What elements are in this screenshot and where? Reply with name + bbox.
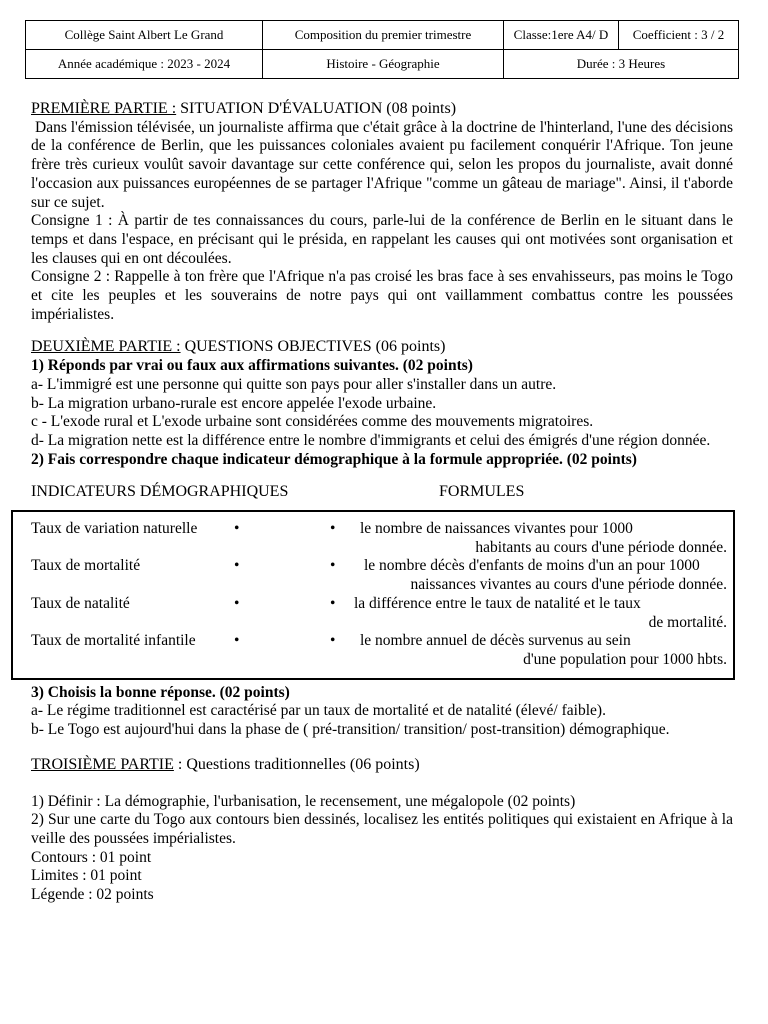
indicator-label: Taux de mortalité	[31, 557, 141, 575]
matching-row	[31, 520, 727, 557]
matching-box	[11, 510, 735, 680]
exam-title: Composition du premier trimestre	[262, 21, 503, 50]
matching-row	[31, 557, 727, 594]
part2-question-3: 3) Choisis la bonne réponse. (02 points)	[31, 683, 290, 701]
part2-question-1: 1) Réponds par vrai ou faux aux affirmations suivantes. (02 points)	[31, 357, 473, 375]
scoring-legend: Légende : 02 points	[31, 886, 154, 904]
left-bullet: •	[234, 520, 240, 538]
scoring-contours: Contours : 01 point	[31, 848, 152, 866]
q3-item-b: b- Le Togo est aujourd'hui dans la phase de ( pré-transition/ transition/ post-transition) démographique.	[31, 721, 670, 739]
left-bullet: •	[234, 632, 240, 650]
matching-row	[31, 595, 727, 632]
indicator-label: Taux de variation naturelle	[31, 520, 198, 538]
part1-consigne-2: Consigne 2 : Rappelle à ton frère que l'Afrique n'a pas croisé les bras face à ses envahisseurs, pas moins le Togo et cite les peuples et les souverains de notre pays qui ont vaillamment combattus contre les poussées impérialistes.	[31, 268, 733, 323]
right-bullet: •	[330, 520, 336, 538]
scoring-limits: Limites : 01 point	[31, 867, 142, 885]
school-name: Collège Saint Albert Le Grand	[26, 21, 263, 50]
matching-column-headers	[31, 483, 733, 502]
formula-text: le nombre annuel de décès survenus au sein d'une population pour 1000 hbts.	[360, 632, 727, 668]
indicators-header: INDICATEURS DÉMOGRAPHIQUES	[31, 483, 289, 501]
q1-item-d: d- La migration nette est la différence entre le nombre d'immigrants et celui des émigrés d'une région donnée.	[31, 431, 711, 449]
part1-consigne-1: Consigne 1 : À partir de tes connaissances du cours, parle-lui de la conférence de Berlin en le situant dans le temps et dans l'espace, en précisant qui le présida, en rappelant les causes qui ont motivées sont organisation et les clauses qui en ont découlées.	[31, 212, 733, 267]
part3-heading: TROISIÈME PARTIE : Questions traditionnelles (06 points)	[31, 755, 420, 773]
class-label: Classe:1ere A4/ D	[504, 21, 619, 50]
formulas-header: FORMULES	[439, 483, 525, 501]
left-bullet: •	[234, 594, 240, 612]
coefficient-label: Coefficient : 3 / 2	[618, 21, 738, 50]
part2-question-2: 2) Fais correspondre chaque indicateur démographique à la formule appropriée. (02 points)	[31, 450, 637, 468]
right-bullet: •	[330, 557, 336, 575]
q1-item-b: b- La migration urbano-rurale est encore appelée l'exode urbaine.	[31, 394, 437, 412]
q3-item-a: a- Le régime traditionnel est caractérisé par un taux de mortalité et de natalité (élevé/ faible).	[31, 702, 606, 720]
subject-label: Histoire - Géographie	[262, 50, 503, 79]
q1-item-a: a- L'immigré est une personne qui quitte son pays pour aller s'installer dans un autre.	[31, 375, 557, 393]
formula-text: le nombre de naissances vivantes pour 1000 habitants au cours d'une période donnée.	[360, 520, 727, 556]
duration-label: Durée : 3 Heures	[504, 50, 739, 79]
part2-heading: DEUXIÈME PARTIE : QUESTIONS OBJECTIVES (06 points)	[31, 338, 446, 356]
exam-content	[31, 100, 733, 905]
header-table	[25, 20, 739, 79]
academic-year: Année académique : 2023 - 2024	[26, 50, 263, 79]
right-bullet: •	[330, 632, 336, 650]
part3-question-1: 1) Définir : La démographie, l'urbanisation, le recensement, une mégalopole (02 points)	[31, 792, 576, 810]
matching-row	[31, 632, 727, 669]
left-bullet: •	[234, 557, 240, 575]
part3-question-2: 2) Sur une carte du Togo aux contours bien dessinés, localisez les entités politiques qui existaient en Afrique à la veille des poussées impérialistes.	[31, 811, 733, 847]
indicator-label: Taux de mortalité infantile	[31, 632, 196, 650]
formula-text: la différence entre le taux de natalité et le taux de mortalité.	[354, 594, 727, 631]
q1-item-c: c - L'exode rural et L'exode urbaine sont considérées comme des mouvements migratoires.	[31, 413, 594, 431]
formula-text: le nombre décès d'enfants de moins d'un an pour 1000 naissances vivantes au cours d'une période donnée.	[364, 557, 727, 594]
right-bullet: •	[330, 594, 336, 612]
indicator-label: Taux de natalité	[31, 594, 130, 612]
part1-heading: PREMIÈRE PARTIE : SITUATION D'ÉVALUATION (08 points)	[31, 100, 457, 117]
part1-situation-text: Dans l'émission télévisée, un journaliste affirma que c'était grâce à la doctrine de l'hinterland, l'une des décisions de la conférence de Berlin, que les puissances coloniales avaient pu facilement conquérir l'Afrique. Ton jeune frère très curieux voulût savoir davantage sur cette conférence qui, selon les propos du journaliste, avait donné l'occasion aux puissances européennes de se partager l'Afrique "comme un gâteau de mariage". Ainsi, il t'aborde sur ce sujet.	[31, 118, 733, 211]
